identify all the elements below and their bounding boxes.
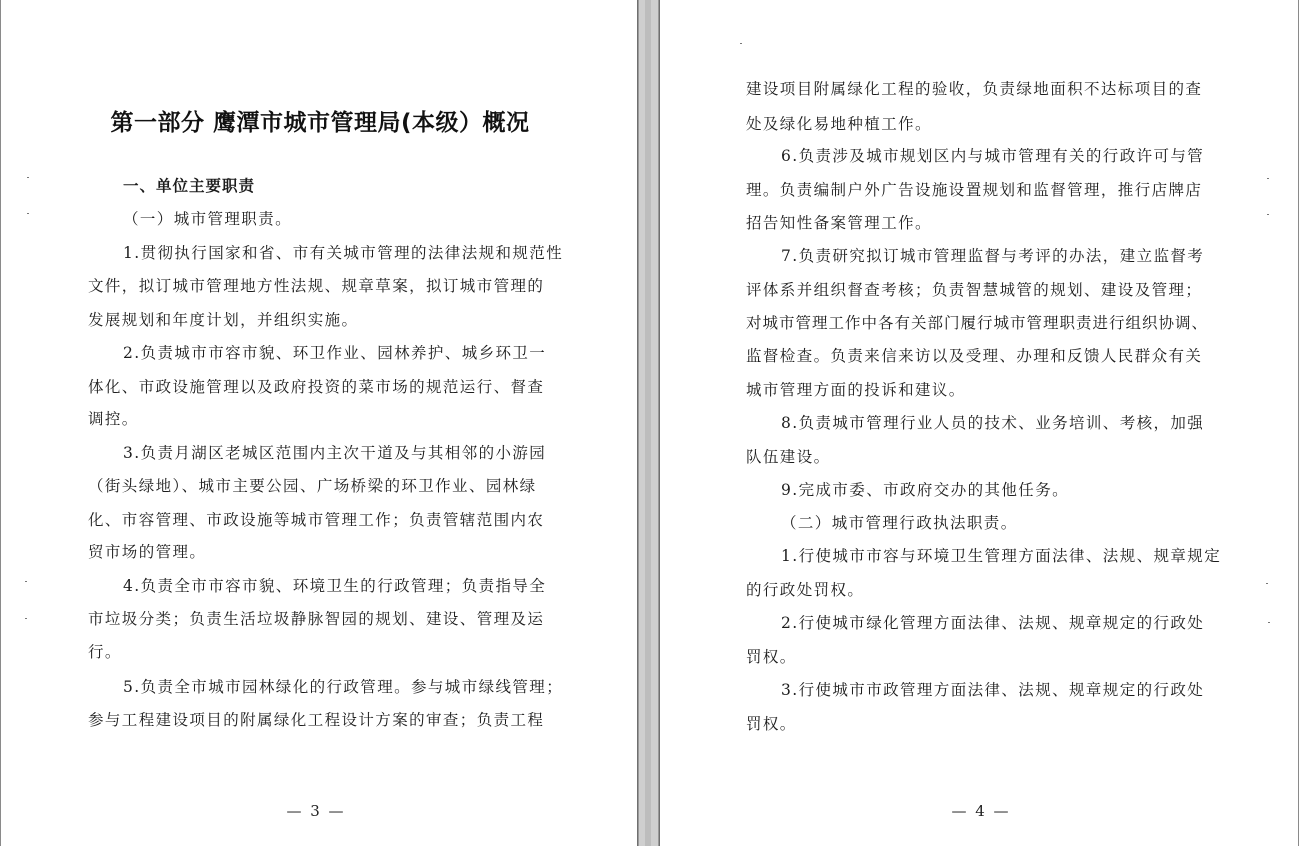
body-line: 发展规划和年度计划，并组织实施。	[88, 311, 359, 329]
body-line: 监督检查。负责来信来访以及受理、办理和反馈人民群众有关	[746, 347, 1203, 365]
document-page-4	[659, 0, 1299, 846]
body-line: 罚权。	[746, 648, 797, 666]
body-line: 1.行使城市市容与环境卫生管理方面法律、法规、规章规定	[781, 547, 1222, 565]
subsection-heading: （一）城市管理职责。	[123, 210, 293, 228]
body-line: 的行政处罚权。	[746, 581, 865, 599]
body-line: 对城市管理工作中各有关部门履行城市管理职责进行组织协调、	[746, 314, 1209, 332]
body-line: 处及绿化易地种植工作。	[746, 115, 932, 133]
page-number: — 3 —	[286, 802, 346, 820]
body-line: 参与工程建设项目的附属绿化工程设计方案的审查；负责工程	[88, 711, 545, 729]
body-line: 1.贯彻执行国家和省、市有关城市管理的法律法规和规范性	[123, 244, 564, 262]
body-line: 化、市容管理、市政设施等城市管理工作；负责管辖范围内农	[88, 511, 545, 529]
page-number: — 4 —	[951, 802, 1011, 820]
scan-speck	[27, 177, 29, 178]
body-line: 罚权。	[746, 715, 797, 733]
body-line: 9.完成市委、市政府交办的其他任务。	[781, 481, 1069, 499]
gutter-divider	[645, 0, 651, 846]
scan-speck	[25, 581, 27, 582]
body-line: 6.负责涉及城市规划区内与城市管理有关的行政许可与管	[781, 147, 1205, 165]
body-line: 评体系并组织督查考核；负责智慧城管的规划、建设及管理；	[746, 281, 1203, 299]
scan-speck	[1267, 214, 1269, 215]
body-line: 3.行使城市市政管理方面法律、法规、规章规定的行政处	[781, 681, 1205, 699]
body-line: 建设项目附属绿化工程的验收，负责绿地面积不达标项目的查	[746, 80, 1203, 98]
body-line: 8.负责城市管理行业人员的技术、业务培训、考核，加强	[781, 414, 1205, 432]
body-line: 3.负责月湖区老城区范围内主次干道及与其相邻的小游园	[123, 444, 547, 462]
body-line: 行。	[88, 643, 122, 661]
scan-speck	[25, 618, 27, 619]
body-line: （街头绿地）、城市主要公园、广场桥梁的环卫作业、园林绿	[88, 477, 537, 495]
document-page-3	[0, 0, 638, 846]
page-gutter	[638, 0, 659, 846]
scan-speck	[27, 213, 29, 214]
body-line: 招告知性备案管理工作。	[746, 214, 932, 232]
body-line: 体化、市政设施管理以及政府投资的菜市场的规范运行、督查	[88, 378, 545, 396]
body-line: 2.负责城市市容市貌、环卫作业、园林养护、城乡环卫一	[123, 344, 547, 362]
scan-speck	[1267, 178, 1269, 179]
scan-speck	[740, 43, 742, 44]
body-line: 7.负责研究拟订城市管理监督与考评的办法，建立监督考	[781, 247, 1205, 265]
body-line: 4.负责全市市容市貌、环境卫生的行政管理；负责指导全	[123, 577, 547, 595]
body-line: 2.行使城市绿化管理方面法律、法规、规章规定的行政处	[781, 614, 1205, 632]
body-line: 城市管理方面的投诉和建议。	[746, 381, 966, 399]
section-heading: 一、单位主要职责	[123, 177, 256, 195]
body-line: 市垃圾分类；负责生活垃圾静脉智园的规划、建设、管理及运	[88, 610, 545, 628]
body-line: 贸市场的管理。	[88, 543, 207, 561]
scan-speck	[1266, 583, 1268, 584]
body-line: 队伍建设。	[746, 448, 831, 466]
body-line: 5.负责全市城市园林绿化的行政管理。参与城市绿线管理；	[123, 678, 564, 696]
scan-speck	[1268, 622, 1270, 623]
body-line: 理。负责编制户外广告设施设置规划和监督管理，推行店牌店	[746, 181, 1203, 199]
document-title: 第一部分 鹰潭市城市管理局(本级）概况	[110, 110, 530, 136]
body-line: 文件，拟订城市管理地方性法规、规章草案，拟订城市管理的	[88, 277, 545, 295]
subsection-heading: （二）城市管理行政执法职责。	[781, 514, 1018, 532]
body-line: 调控。	[88, 410, 139, 428]
